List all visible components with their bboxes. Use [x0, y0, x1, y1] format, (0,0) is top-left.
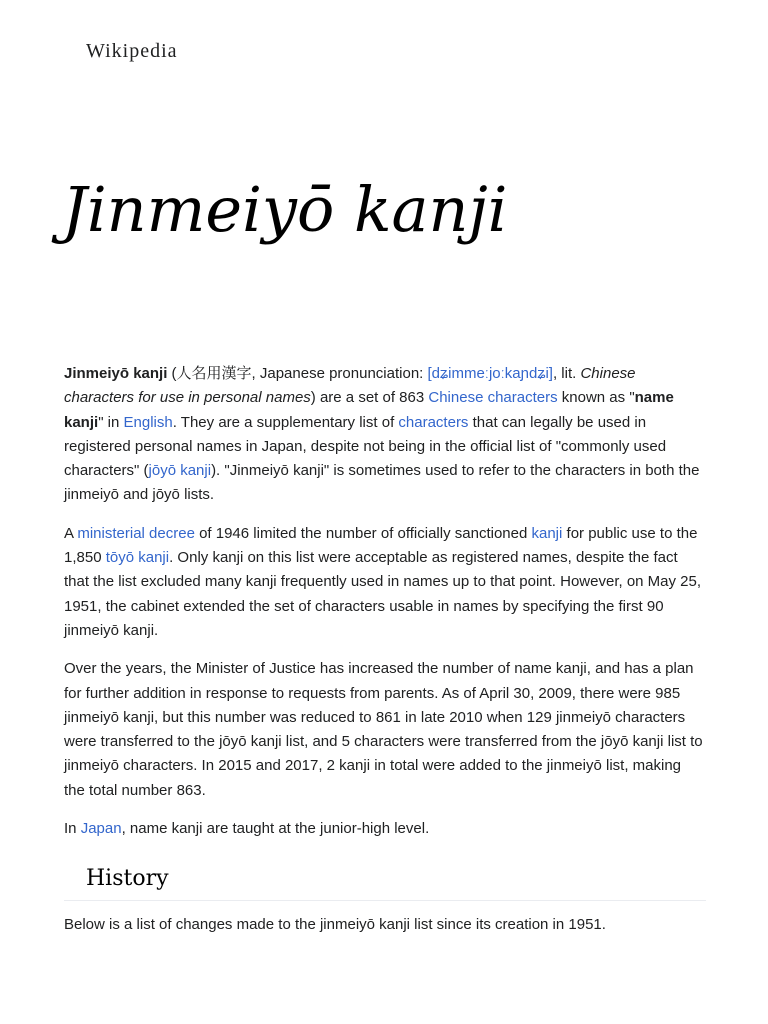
- text-span: that can legally be used in registered personal names in Japan, despite not being in the official list of "commonly used characters" (: [64, 413, 667, 480]
- link-kanji[interactable]: kanji: [531, 524, 563, 542]
- decree-paragraph: [64, 522, 706, 643]
- intro-paragraph: [64, 362, 706, 508]
- link-characters[interactable]: characters: [398, 413, 469, 431]
- link-joyo-kanji[interactable]: jōyō kanji: [148, 462, 212, 480]
- text-span: ). "Jinmeiyō kanji" is sometimes used to refer to the characters in both the jinmeiyō and jōyō lists.: [64, 462, 700, 504]
- history-intro: Below is a list of changes made to the jinmeiyō kanji list since its creation in 1951.: [64, 915, 606, 933]
- text-span: , lit.: [552, 365, 581, 382]
- link-chinese-characters[interactable]: Chinese characters: [428, 389, 558, 407]
- wikipedia-logo[interactable]: Wikipedia: [86, 40, 178, 62]
- bold-name-kanji: name kanji: [64, 389, 674, 431]
- text-span: . Only kanji on this list were acceptable as registered names, despite the fact that the list excluded many kanji frequently used in names up to that point. However, on May 25, 1951, the cabinet extended the set of characters usable in names by specifying the first 90 jinmeiyō kanji.: [64, 549, 702, 639]
- ipa-link[interactable]: [dʑimmeːjoːkaɲdʑi]: [427, 365, 553, 382]
- text-span: ) are a set of 863: [310, 389, 429, 407]
- text-span: " in: [98, 413, 124, 431]
- changes-paragraph: Over the years, the Minister of Justice has increased the number of name kanji, and has a plan for further addition in response to requests from parents. As of April 30, 2009, there were 985 jinmeiyō kanji, but this number was reduced to 861 in late 2010 when 129 jinmeiyō characters were transferred to the jōyō kanji list, and 5 characters were transferred from the jōyō kanji list to jinmeiyō characters. In 2015 and 2017, 2 kanji in total were added to the jinmeiyō list, making the total number 863.: [64, 660, 703, 799]
- link-ministerial-decree[interactable]: ministerial decree: [77, 524, 195, 542]
- text-span: In: [64, 820, 81, 838]
- bold-term: Jinmeiyō kanji: [64, 365, 168, 382]
- text-span: known as ": [557, 389, 635, 407]
- link-english[interactable]: English: [123, 413, 173, 431]
- text-span: of 1946 limited the number of officially sanctioned: [194, 524, 532, 542]
- history-heading[interactable]: History: [64, 865, 706, 901]
- text-span: (人名用漢字, Japanese pronunciation:: [167, 365, 428, 382]
- link-japan[interactable]: Japan: [80, 820, 122, 838]
- text-span: . They are a supplementary list of: [172, 413, 399, 431]
- page-title: Jinmeiyō kanji: [62, 173, 508, 246]
- text-span: A: [64, 524, 78, 542]
- link-toyo-kanji[interactable]: tōyō kanji: [105, 549, 170, 567]
- japan-paragraph: [64, 817, 706, 841]
- text-span: for public use to the 1,850: [64, 524, 698, 567]
- literal-translation: Chinese characters for use in personal names: [64, 365, 636, 407]
- text-span: , name kanji are taught at the junior-high level.: [121, 820, 430, 838]
- article-body: [64, 362, 706, 951]
